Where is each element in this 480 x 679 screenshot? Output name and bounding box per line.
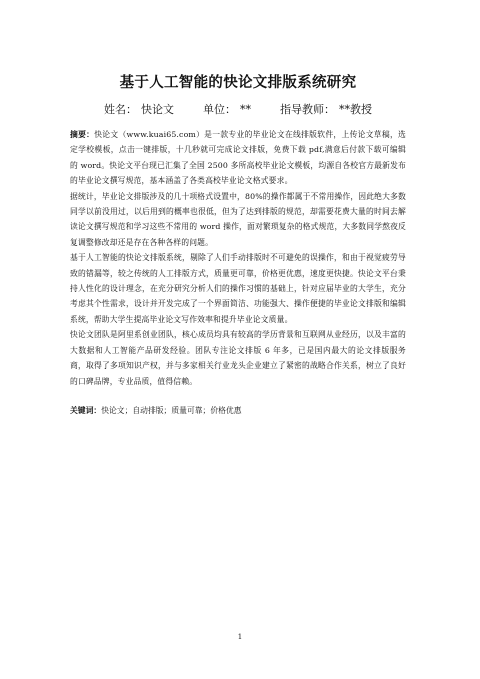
paper-title: 基于人工智能的快论文排版系统研究	[119, 75, 357, 91]
page-number: 1	[237, 633, 243, 641]
name-value: 快论文	[141, 103, 174, 116]
abstract-paragraph-4: 快论文团队是阿里系创业团队，核心成员均具有较高的学历背景和互联网从业经历，以及丰富的大数据和人工智能产品研发经验。团队专注论文排版 6 年多，已是国内最大的论文排版服务商，取得了多项知识产权，并与多家相关行业龙头企业建立了紧密的战略合作关系，树立了良好的口碑品牌，专业品质，值得信赖。	[70, 330, 406, 386]
abstract-paragraph-1	[70, 127, 406, 189]
keywords-text: 快论文；自动排版；质量可靠；价格优惠	[101, 405, 242, 415]
abstract-paragraph-3: 基于人工智能的快论文排版系统，剔除了人们手动排版时不可避免的误操作，和由于视觉疲劳导致的错漏等，较之传统的人工排版方式，质量更可靠，价格更优惠，速度更快捷。快论文平台秉持人性化的设计理念，在充分研究分析人们的操作习惯的基础上，针对应届毕业的大学生，充分考虑其个性需求，设计并开发完成了一个界面简洁、功能强大、操作便捷的毕业论文排版和编辑系统，帮助大学生提高毕业论文写作效率和提升毕业论文质量。	[70, 253, 406, 324]
unit-label: 单位：	[203, 103, 236, 116]
abstract-paragraph-2: 据统计，毕业论文排版涉及的几十项格式设置中，80%的操作都属于不常用操作，因此绝大多数同学以前没用过，以后用到的概率也很低，但为了达到排版的规范，却需要花费大量的时间去解读论文撰写规范和学习这些不常用的 word 操作，面对繁琐复杂的格式规范，大多数同学熬夜反复调整修改却还是存在各种各样的问题。	[70, 191, 406, 247]
advisor-value: **教授	[339, 103, 372, 116]
advisor-label: 指导教师：	[280, 103, 335, 116]
author-line	[70, 101, 406, 117]
abstract-body	[70, 127, 406, 389]
paragraph-text: 快论文（www.kuai65.com）是一款专业的毕业论文在线排版软件，上传论文草稿，选定学校模板，点击一键排版，十几秒就可完成论文排版，免费下载 pdf,满意后付款下载可编辑的 word。快论文平台现已汇集了全国 2500 多所高校毕业论文模板，均源自各校官方最新发布的毕业论文撰写规范，基本涵盖了各类高校毕业论文格式要求。	[70, 130, 406, 186]
keywords-line	[70, 403, 406, 418]
name-label: 姓名：	[104, 103, 137, 116]
abstract-label: 摘要：	[70, 130, 95, 139]
unit-value: **	[240, 103, 251, 116]
keywords-label: 关键词：	[70, 405, 102, 415]
